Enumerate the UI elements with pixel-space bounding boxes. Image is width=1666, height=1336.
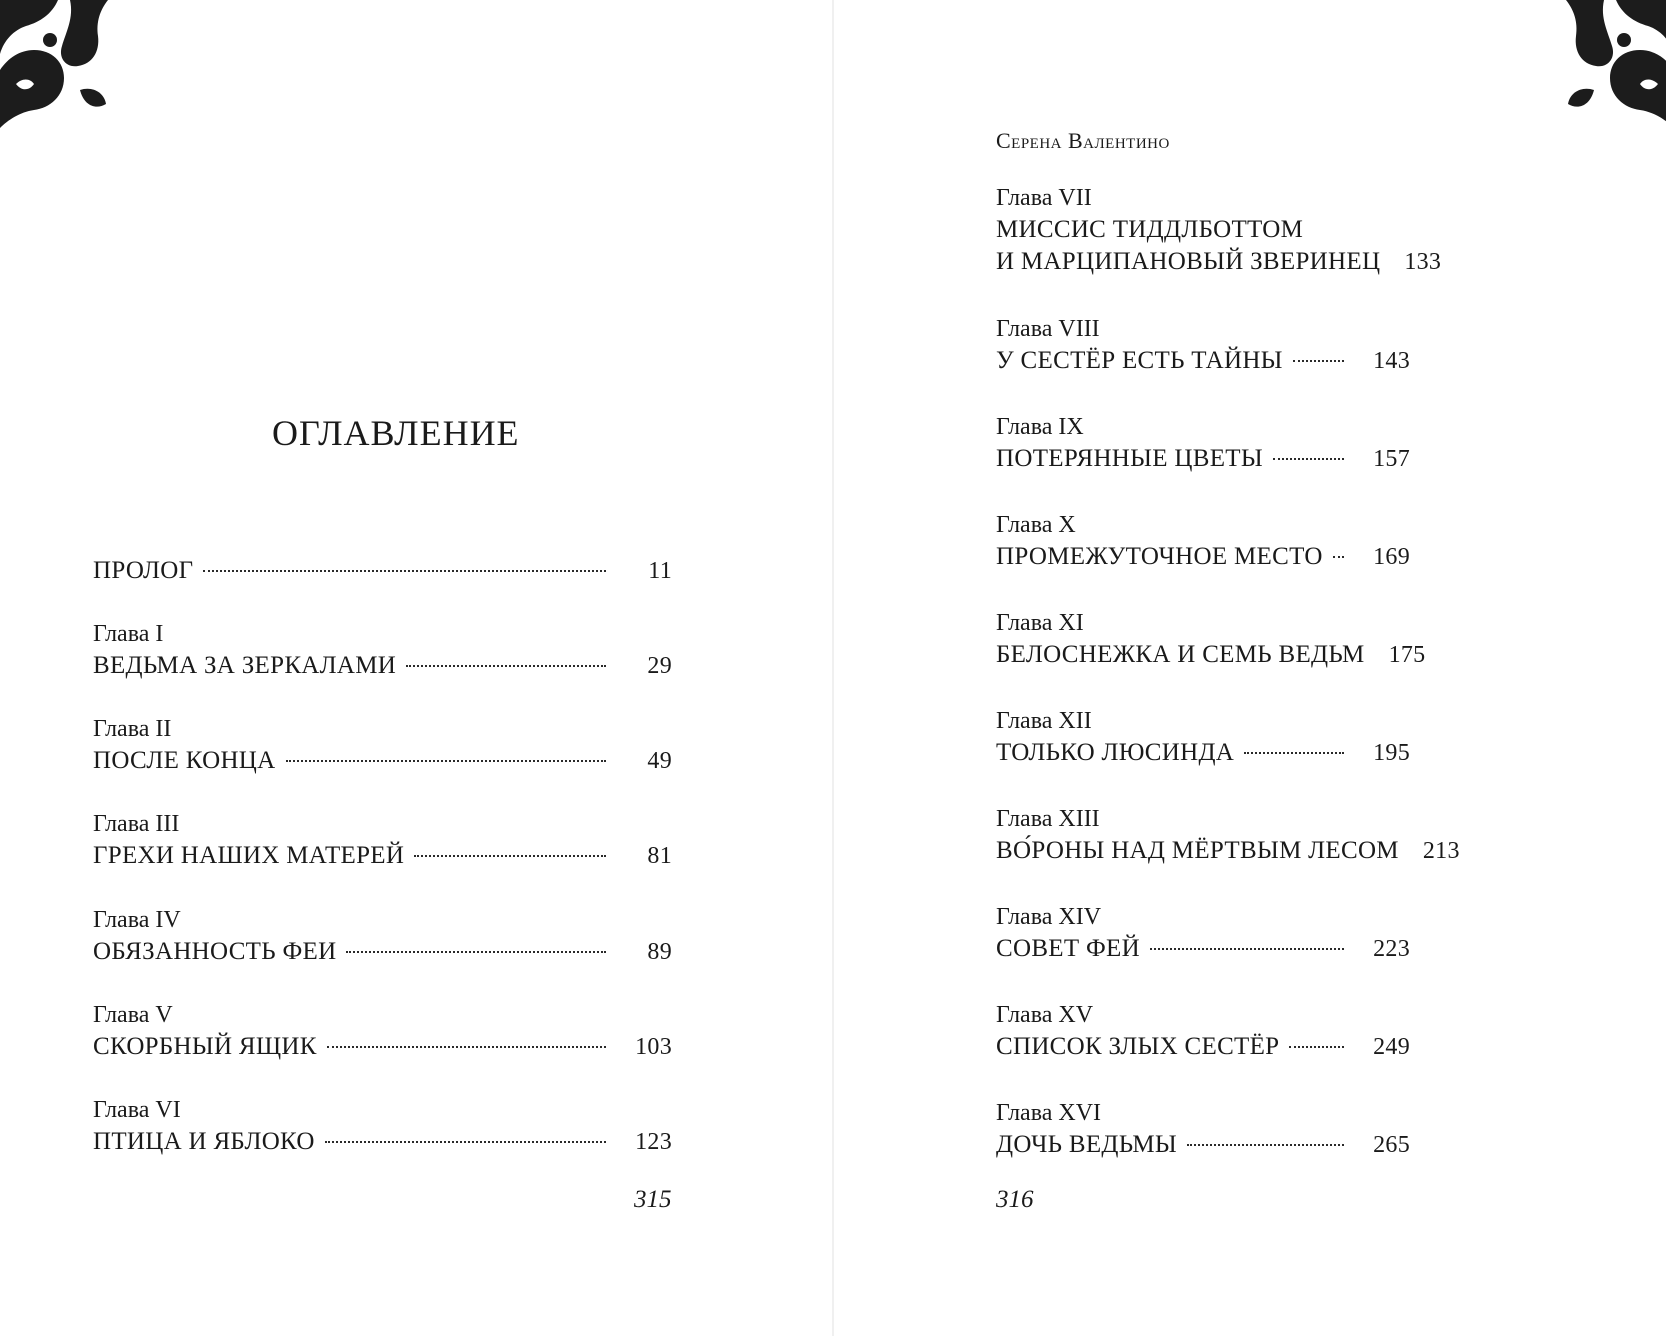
page-number: 123 (635, 1129, 672, 1155)
chapter-label: Глава I (93, 621, 164, 647)
toc-entry (996, 313, 1410, 377)
page-number: 223 (1373, 936, 1410, 962)
dot-leader (414, 855, 606, 857)
entry-title: ПОСЛЕ КОНЦА (93, 747, 276, 774)
toc-row (996, 246, 1442, 278)
running-head-author: Серена Валентино (996, 128, 1170, 153)
entry-title: ОБЯЗАННОСТЬ ФЕИ (93, 938, 337, 965)
toc-entry (93, 999, 672, 1063)
page-number: 175 (1388, 642, 1426, 668)
entry-title: СКОРБНЫЙ ЯЩИК (93, 1033, 317, 1060)
corner-ornament-icon (1566, 0, 1666, 128)
page-number: 213 (1422, 838, 1460, 864)
page-number: 81 (647, 843, 672, 869)
page-number: 49 (647, 748, 672, 774)
toc-entry (996, 999, 1410, 1063)
toc-entry (996, 411, 1410, 475)
toc-entry (996, 1097, 1410, 1161)
chapter-label: Глава V (93, 1002, 173, 1028)
page-number: 157 (1373, 446, 1410, 472)
page-number: 169 (1373, 544, 1410, 570)
entry-title: У СЕСТЁР ЕСТЬ ТАЙНЫ (996, 347, 1283, 374)
corner-ornament-icon (0, 0, 108, 128)
chapter-label: Глава II (93, 716, 172, 742)
page-number: 133 (1404, 249, 1442, 275)
page-number: 265 (1373, 1132, 1410, 1158)
toc-entry (93, 618, 672, 682)
page-number: 29 (647, 653, 672, 679)
toc-row (93, 1031, 672, 1063)
dot-leader (1289, 1046, 1344, 1048)
dot-leader (325, 1141, 606, 1143)
dot-leader (406, 665, 606, 667)
entry-title: ВЕДЬМА ЗА ЗЕРКАЛАМИ (93, 652, 397, 679)
toc-row (93, 840, 672, 872)
entry-title: БЕЛОСНЕЖКА И СЕМЬ ВЕДЬМ (996, 641, 1365, 668)
dot-leader (1273, 458, 1344, 460)
dot-leader (1150, 948, 1344, 950)
page-number: 89 (647, 939, 672, 965)
toc-row (996, 639, 1426, 671)
page-number: 195 (1373, 740, 1410, 766)
page-number: 103 (635, 1034, 672, 1060)
page-number: 143 (1373, 348, 1410, 374)
toc-row (996, 835, 1460, 867)
page-folio: 315 (634, 1186, 672, 1213)
chapter-label: Глава XIV (996, 904, 1102, 930)
toc-row (93, 745, 672, 777)
page-number: 249 (1373, 1034, 1410, 1060)
toc-row (996, 933, 1410, 965)
dot-leader (1244, 752, 1344, 754)
chapter-label: Глава XV (996, 1002, 1094, 1028)
dot-leader (327, 1046, 606, 1048)
chapter-label: Глава XI (996, 610, 1084, 636)
chapter-label: Глава III (93, 811, 180, 837)
chapter-label: Глава VI (93, 1097, 181, 1123)
toc-entry (996, 182, 1442, 278)
chapter-label: Глава IX (996, 414, 1084, 440)
toc-row (996, 541, 1410, 573)
toc-row (996, 737, 1410, 769)
toc-entry (996, 509, 1410, 573)
toc-row (93, 1126, 672, 1158)
toc-row (996, 1129, 1410, 1161)
toc-row (996, 345, 1410, 377)
entry-title: И МАРЦИПАНОВЫЙ ЗВЕРИНЕЦ (996, 248, 1381, 275)
toc-entry (996, 607, 1426, 671)
toc-row (93, 650, 672, 682)
page-number: 11 (648, 558, 672, 584)
page-folio: 316 (996, 1186, 1034, 1213)
chapter-label: Глава VII (996, 185, 1092, 211)
toc-row (93, 936, 672, 968)
toc-row (93, 555, 672, 587)
entry-title: ПОТЕРЯННЫЕ ЦВЕТЫ (996, 445, 1263, 472)
entry-title-line: МИССИС ТИДДЛБОТТОМ (996, 216, 1304, 243)
entry-title: ТОЛЬКО ЛЮСИНДА (996, 739, 1235, 766)
chapter-label: Глава XIII (996, 806, 1100, 832)
right-page (834, 0, 1666, 1336)
entry-title: ПТИЦА И ЯБЛОКО (93, 1128, 315, 1155)
entry-title: ГРЕХИ НАШИХ МАТЕРЕЙ (93, 842, 405, 869)
toc-entry (996, 901, 1410, 965)
dot-leader (1187, 1144, 1344, 1146)
toc-entry (93, 904, 672, 968)
toc-entry-prologue (93, 555, 672, 587)
toc-entry (93, 1094, 672, 1158)
toc-title: ОГЛАВЛЕНИЕ (272, 413, 520, 453)
entry-title: СПИСОК ЗЛЫХ СЕСТЁР (996, 1033, 1280, 1060)
dot-leader (1293, 360, 1344, 362)
chapter-label: Глава IV (93, 907, 181, 933)
toc-row (996, 443, 1410, 475)
entry-title: ВО́РОНЫ НАД МЁРТВЫМ ЛЕСОМ (996, 837, 1399, 864)
toc-entry (93, 713, 672, 777)
chapter-label: Глава XII (996, 708, 1092, 734)
chapter-label: Глава X (996, 512, 1076, 538)
toc-row (996, 1031, 1410, 1063)
left-page (0, 0, 832, 1336)
dot-leader (203, 570, 606, 572)
entry-title: ПРОМЕЖУТОЧНОЕ МЕСТО (996, 543, 1323, 570)
chapter-label: Глава VIII (996, 316, 1100, 342)
entry-title: ДОЧЬ ВЕДЬМЫ (996, 1131, 1178, 1158)
entry-title: СОВЕТ ФЕЙ (996, 935, 1140, 962)
dot-leader (286, 760, 606, 762)
chapter-label: Глава XVI (996, 1100, 1102, 1126)
dot-leader (346, 951, 606, 953)
toc-entry (996, 705, 1410, 769)
toc-entry (996, 803, 1460, 867)
dot-leader (1333, 556, 1344, 558)
entry-title: ПРОЛОГ (93, 557, 194, 584)
toc-entry (93, 808, 672, 872)
